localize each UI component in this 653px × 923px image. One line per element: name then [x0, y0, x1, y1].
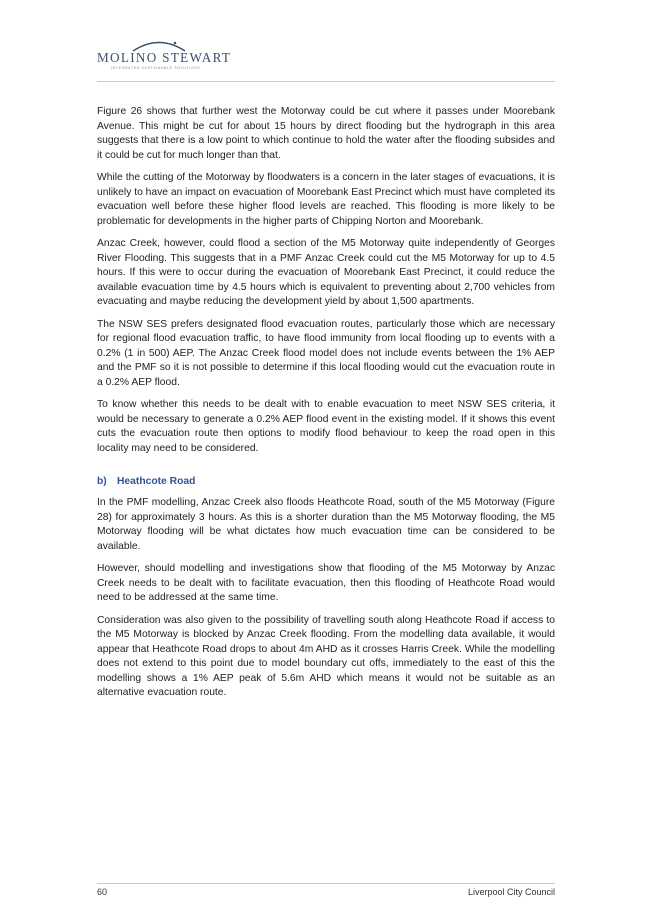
logo-tagline: INTEGRATED SUSTAINABLE SOLUTIONS — [111, 66, 201, 70]
page-number: 60 — [97, 887, 108, 897]
logo-text: MOLINO STEWART — [97, 50, 232, 65]
section-title: Heathcote Road — [117, 476, 196, 487]
section-heading-heathcote-road — [97, 476, 555, 487]
paragraph: Consideration was also given to the possibility of travelling south along Heathcote Road if access to the M5 Motorway is blocked by Anzac Creek flooding. From the modelling data available, it would appear that Heathcote Road drops to about 4m AHD as it crosses Harris Creek. While the modelling does not extend to this point due to model boundary cut offs, immediately to the east of this the modelling shows a 1% AEP peak of 5.6m AHD which means it would not be suitable as an alternative evacuation route. — [97, 614, 555, 698]
footer-client-name: Liverpool City Council — [467, 887, 555, 897]
company-logo — [97, 38, 232, 76]
paragraph: Anzac Creek, however, could flood a section of the M5 Motorway quite independently of Georges River Flooding. This suggests that in a PMF Anzac Creek could cut the M5 Motorway for up to 4.5 hours. If this were to occur during the evacuation of Moorebank East Precinct, it could reduce the available evacuation time by 4.5 hours which is equivalent to preventing about 2,700 vehicles from evacuating and maybe reducing the development yield by about 1,500 apartments. — [97, 238, 555, 307]
paragraph: To know whether this needs to be dealt with to enable evacuation to meet NSW SES criteria, it would be necessary to generate a 0.2% AEP flood event in the existing model. If it shows this event cuts the evacuation route then options to modify flood behaviour to keep the road open in this locality may need to be considered. — [97, 399, 555, 454]
paragraph: While the cutting of the Motorway by floodwaters is a concern in the later stages of evacuations, it is unlikely to have an impact on evacuation of Moorebank East Precinct which must have completed its evacuation well before these higher flood levels are reached. This flooding is more likely to be problematic for developments in the higher parts of Chipping Norton and Moorebank. — [97, 172, 555, 227]
section-letter: b) — [97, 476, 107, 487]
footer-divider — [97, 883, 555, 884]
paragraph: In the PMF modelling, Anzac Creek also floods Heathcote Road, south of the M5 Motorway (Figure 28) for approximately 3 hours. As this is a shorter duration than the M5 Motorway flooding, the M5 Motorway flooding will be what dictates how much evacuation time can be considered to be available. — [97, 497, 555, 552]
paragraph: However, should modelling and investigations show that flooding of the M5 Motorway by Anzac Creek needs to be dealt with to facilitate evacuation, then this flooding of Heathcote Road would need to be addressed at the same time. — [97, 563, 555, 603]
paragraph: The NSW SES prefers designated flood evacuation routes, particularly those which are necessary for regional flood evacuation traffic, to have flood immunity from local flooding up to events with a 0.2% (1 in 500) AEP. The Anzac Creek flood model does not include events between the 1% AEP and the PMF so it is not possible to determine if this local flooding would cut the evacuation route in a 0.2% AEP flood. — [97, 318, 555, 388]
paragraph: Figure 26 shows that further west the Motorway could be cut where it passes under Moorebank Avenue. This might be cut for about 15 hours by direct flooding but the hydrograph in this area suggests that there is a low point to which continue to hold the water after the flooding subsides and it could be cut for much longer than that. — [97, 106, 555, 161]
header-divider — [97, 81, 555, 82]
document-body — [97, 105, 555, 709]
